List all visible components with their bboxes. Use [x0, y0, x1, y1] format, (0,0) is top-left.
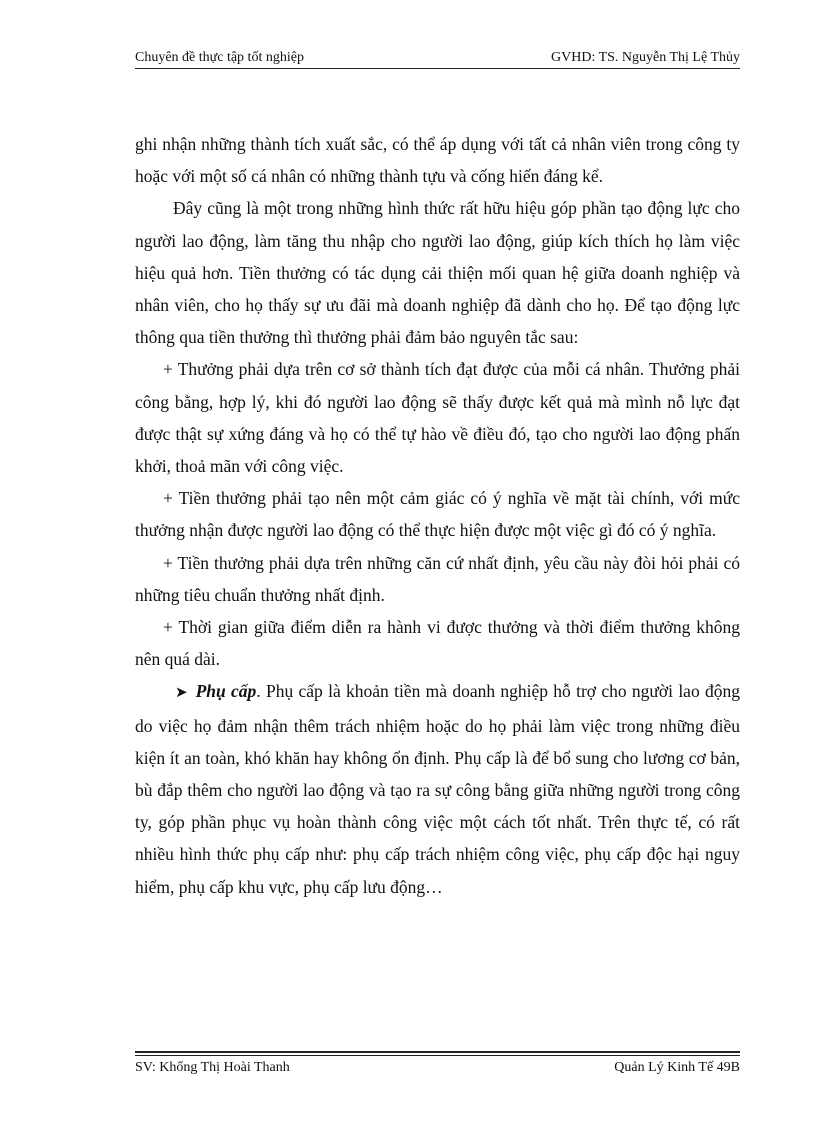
page-footer: [135, 1048, 740, 1078]
footer-rule-thick: [135, 1051, 740, 1053]
footer-class: Quản Lý Kinh Tế 49B: [614, 1060, 740, 1075]
paragraph-5: + Tiền thưởng phải dựa trên những căn cứ nhất định, yêu cầu này đòi hỏi phải có những tiêu chuẩn thưởng nhất định.: [135, 552, 740, 605]
arrow-bullet-icon: ➤: [175, 685, 188, 702]
footer-rule-thin: [135, 1055, 740, 1056]
header-rule: [135, 68, 740, 69]
page-body: [135, 128, 740, 903]
paragraph-6: + Thời gian giữa điểm diễn ra hành vi được thưởng và thời điểm thưởng không nên quá dài.: [135, 617, 740, 670]
paragraph-3: + Thưởng phải dựa trên cơ sở thành tích đạt được của mỗi cá nhân. Thưởng phải công bằng, hợp lý, khi đó người lao động sẽ thấy được kết quả mà mình nỗ lực đạt được thật sự xứng đáng và họ có thể tự hào về điều đó, tạo cho người lao động phấn khởi, thoả mãn với công việc.: [135, 359, 740, 477]
paragraph-1: ghi nhận những thành tích xuất sắc, có thể áp dụng với tất cả nhân viên trong công ty hoặc với một số cá nhân có những thành tựu và cống hiến đáng kể.: [135, 134, 740, 187]
paragraph-7-text: . Phụ cấp là khoản tiền mà doanh nghiệp hỗ trợ cho người lao động do việc họ đảm nhận thêm trách nhiệm hoặc do họ phải làm việc trong những điều kiện ít an toàn, khó khăn hay không ổn định. Phụ cấp là để bổ sung cho lương cơ bản, bù đắp thêm cho người lao động và tạo ra sự công bằng giữa những người trong công ty, góp phần phục vụ hoàn thành công việc một cách tốt nhất. Trên thực tế, có rất nhiều hình thức phụ cấp như: phụ cấp trách nhiệm công việc, phụ cấp độc hại nguy hiểm, phụ cấp khu vực, phụ cấp lưu động…: [135, 681, 740, 897]
header-course-title: Chuyên đề thực tập tốt nghiệp: [135, 50, 304, 65]
header-supervisor: GVHD: TS. Nguyễn Thị Lệ Thủy: [551, 50, 740, 65]
page-header: [135, 48, 740, 68]
term-phu-cap: Phụ cấp: [195, 681, 257, 702]
paragraph-7: [135, 675, 740, 902]
paragraph-4: + Tiền thưởng phải tạo nên một cảm giác có ý nghĩa về mặt tài chính, với mức thưởng nhận được người lao động có thể thực hiện được một việc gì đó có ý nghĩa.: [135, 488, 740, 541]
paragraph-2: Đây cũng là một trong những hình thức rất hữu hiệu góp phần tạo động lực cho người lao động, làm tăng thu nhập cho người lao động, giúp kích thích họ làm việc hiệu quả hơn. Tiền thưởng có tác dụng cải thiện mối quan hệ giữa doanh nghiệp và nhân viên, cho họ thấy sự ưu đãi mà doanh nghiệp đã dành cho họ. Để tạo động lực thông qua tiền thưởng thì thưởng phải đảm bảo nguyên tắc sau:: [135, 198, 740, 348]
footer-student: SV: Khổng Thị Hoài Thanh: [135, 1060, 290, 1075]
